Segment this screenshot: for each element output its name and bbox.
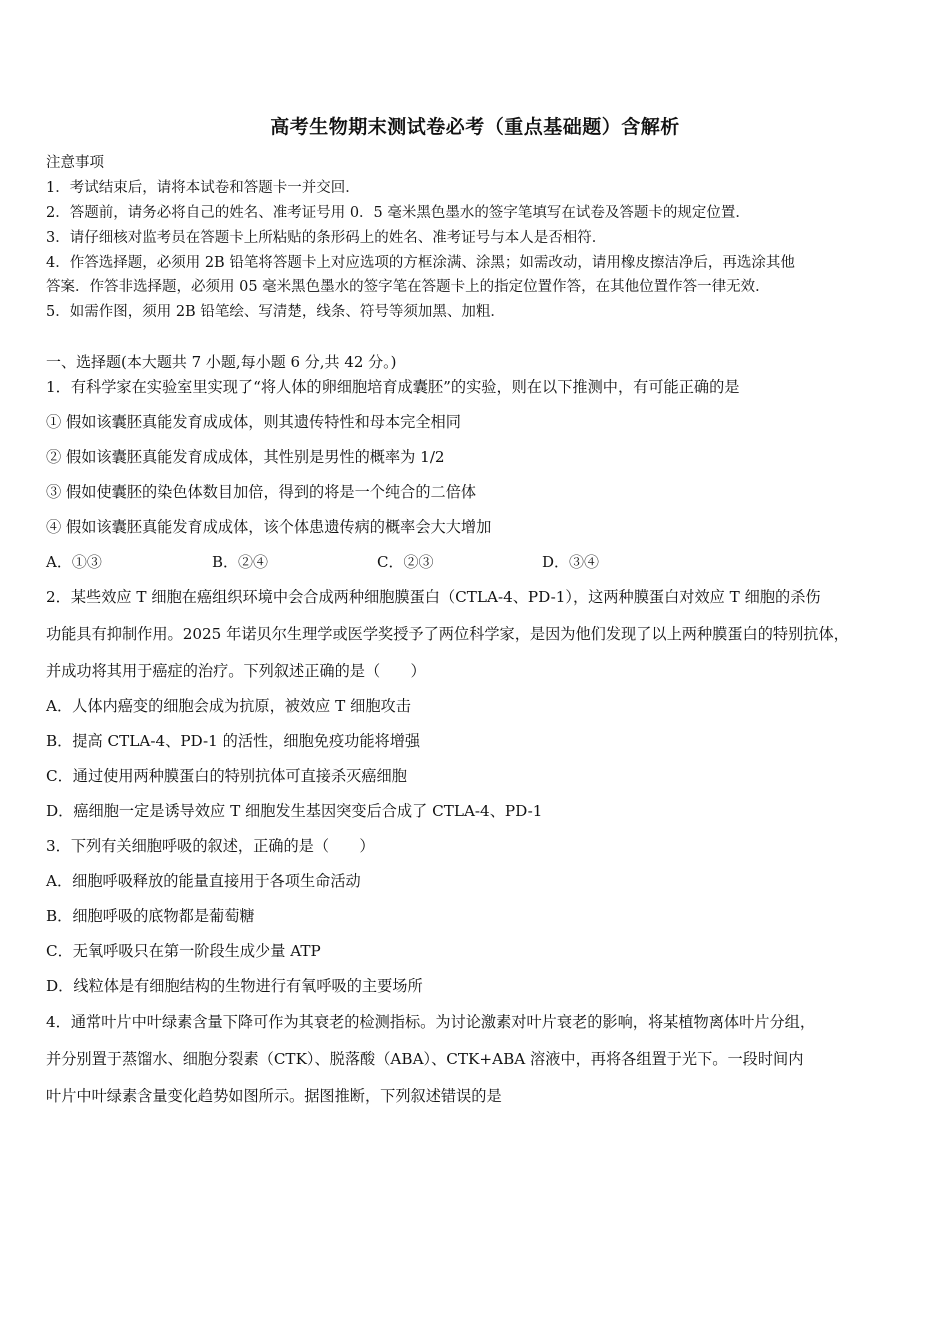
question-stem: 3．下列有关细胞呼吸的叙述，正确的是（ ） [46,837,375,855]
statement-item: ② 假如该囊胚真能发育成成体，其性别是男性的概率为 1/2 [46,448,445,466]
option-c: C．②③ [377,553,434,571]
note-line: 2．答题前，请务必将自己的姓名、准考证号用 0．5 毫米黑色墨水的签字笔填写在试卷及答题卡的规定位置． [46,205,750,221]
notes-heading: 注意事项 [46,155,104,171]
statement-item: ③ 假如使囊胚的染色体数目加倍，得到的将是一个纯合的二倍体 [46,483,477,501]
question-stem: 并成功将其用于癌症的治疗。下列叙述正确的是（ ） [46,662,426,680]
statement-item: ① 假如该囊胚真能发育成成体，则其遗传特性和母本完全相同 [46,413,461,431]
question-stem: 2．某些效应 T 细胞在癌组织环境中会合成两种细胞膜蛋白（CTLA-4、PD-1），这两种膜蛋白对效应 T 细胞的杀伤 [46,588,821,606]
option-d: D．癌细胞一定是诱导效应 T 细胞发生基因突变后合成了 CTLA-4、PD-1 [46,802,543,820]
option-c: C．无氧呼吸只在第一阶段生成少量 ATP [46,942,321,960]
option-a: A．人体内癌变的细胞会成为抗原，被效应 T 细胞攻击 [46,697,411,715]
option-b: B．细胞呼吸的底物都是葡萄糖 [46,907,255,925]
page-title: 高考生物期末测试卷必考（重点基础题）含解析 [270,116,680,138]
note-line: 5．如需作图，须用 2B 铅笔绘、写清楚，线条、符号等须加黑、加粗． [46,304,505,320]
note-line: 答案．作答非选择题，必须用 05 毫米黑色墨水的签字笔在答题卡上的指定位置作答，在其他位置作答一律无效． [46,279,770,295]
option-b: B．②④ [212,553,269,571]
question-stem: 1．有科学家在实验室里实现了“将人体的卵细胞培育成囊胚”的实验，则在以下推测中，有可能正确的是 [46,378,740,396]
option-c: C．通过使用两种膜蛋白的特别抗体可直接杀灭癌细胞 [46,767,407,785]
question-stem: 4．通常叶片中叶绿素含量下降可作为其衰老的检测指标。为讨论激素对叶片衰老的影响，将某植物离体叶片分组， [46,1013,816,1031]
option-d: D．③④ [542,553,600,571]
note-line: 1．考试结束后，请将本试卷和答题卡一并交回． [46,180,360,196]
question-stem: 叶片中叶绿素含量变化趋势如图所示。据图推断，下列叙述错误的是 [46,1087,502,1105]
option-b: B．提高 CTLA-4、PD-1 的活性，细胞免疫功能将增强 [46,732,421,750]
option-a: A．细胞呼吸释放的能量直接用于各项生命活动 [46,872,361,890]
question-stem: 功能具有抑制作用。2025 年诺贝尔生理学或医学奖授予了两位科学家，是因为他们发现了以上两种膜蛋白的特别抗体， [46,625,849,643]
section-heading: 一、选择题(本大题共 7 小题,每小题 6 分,共 42 分。) [46,353,397,371]
note-line: 4．作答选择题，必须用 2B 铅笔将答题卡上对应选项的方框涂满、涂黑；如需改动，请用橡皮擦洁净后，再选涂其他 [46,255,795,271]
question-stem: 并分别置于蒸馏水、细胞分裂素（CTK）、脱落酸（ABA）、CTK+ABA 溶液中，再将各组置于光下。一段时间内 [46,1050,804,1068]
answer-options [46,551,746,571]
note-line: 3．请仔细核对监考员在答题卡上所粘贴的条形码上的姓名、准考证号与本人是否相符． [46,230,607,246]
statement-item: ④ 假如该囊胚真能发育成成体，该个体患遗传病的概率会大大增加 [46,518,492,536]
option-d: D．线粒体是有细胞结构的生物进行有氧呼吸的主要场所 [46,977,423,995]
option-a: A．①③ [46,553,102,571]
